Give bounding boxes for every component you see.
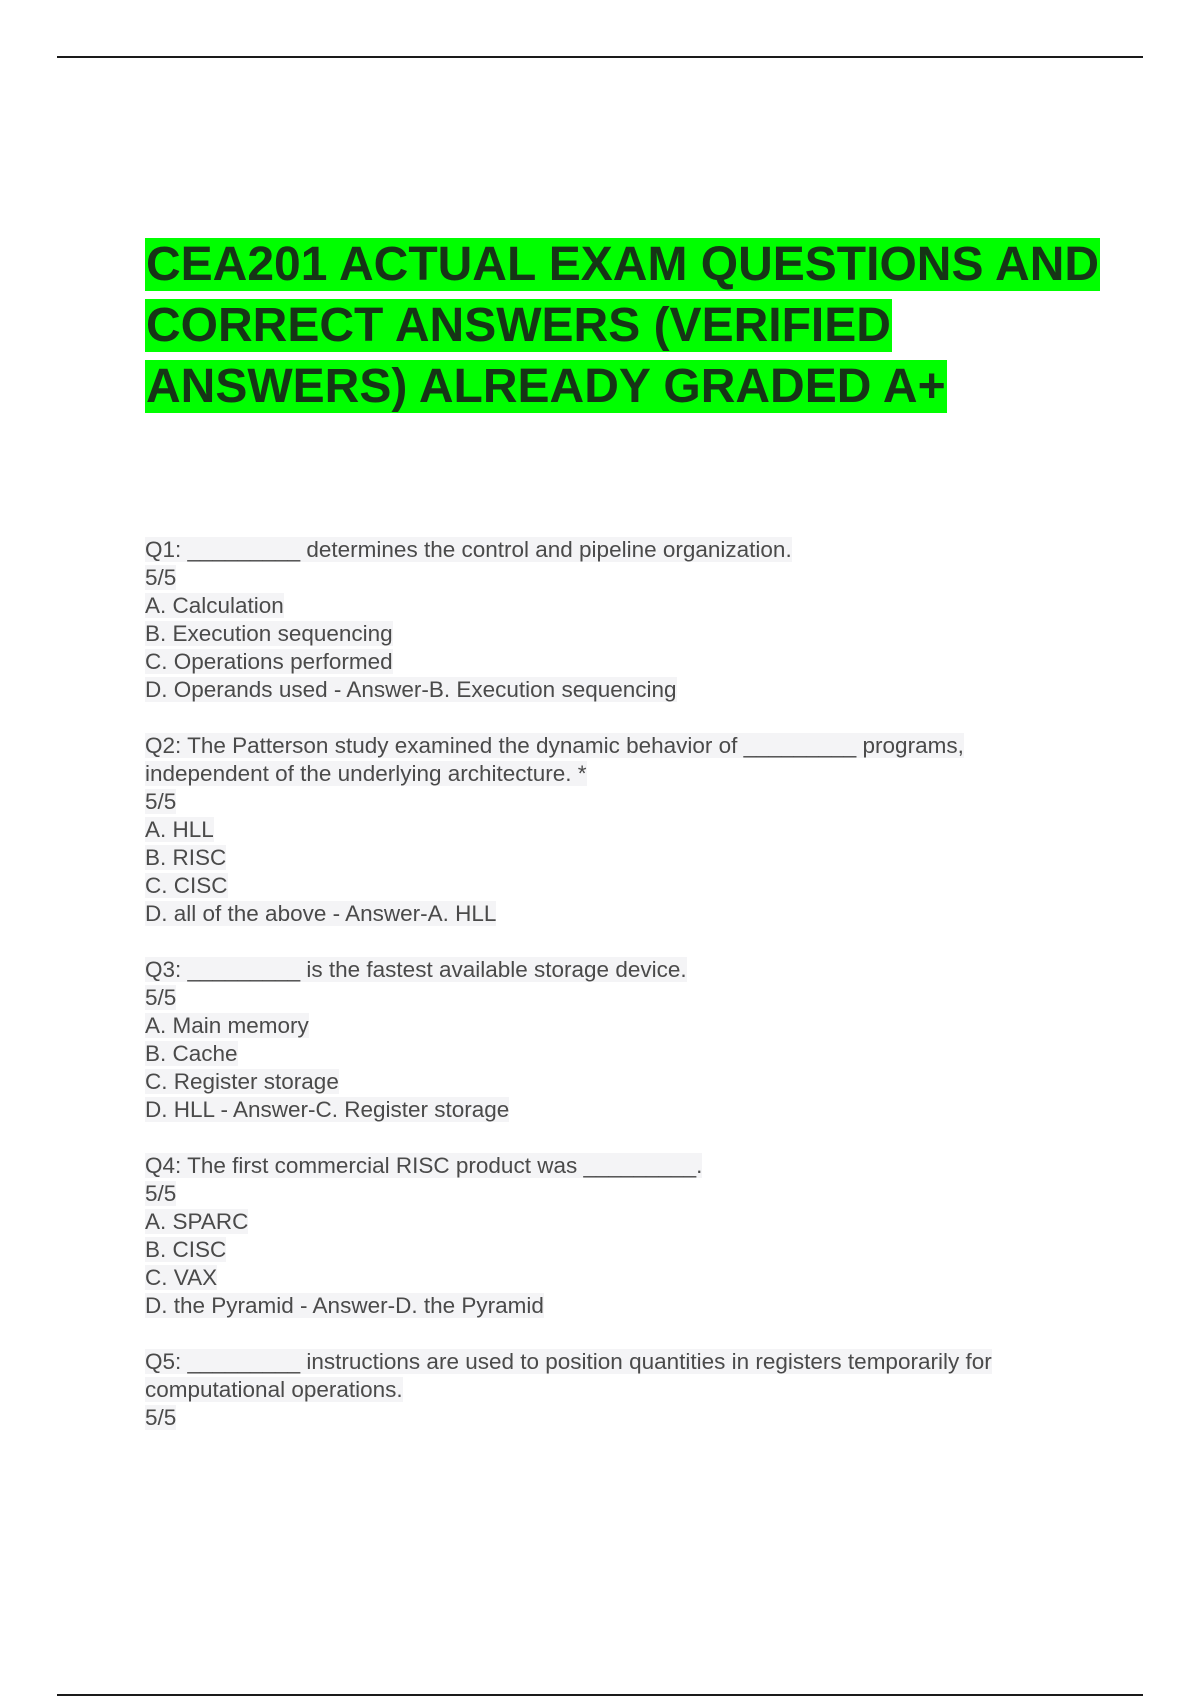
question-score: 5/5: [145, 1181, 177, 1206]
question-score: 5/5: [145, 789, 177, 814]
question-4: [145, 1152, 1145, 1320]
option-d-answer: D. the Pyramid - Answer-D. the Pyramid: [145, 1293, 544, 1318]
question-prompt: Q4: The first commercial RISC product was _________.: [145, 1153, 703, 1178]
document-title: [145, 234, 1145, 417]
option-c: C. CISC: [145, 873, 228, 898]
option-d-answer: D. HLL - Answer-C. Register storage: [145, 1097, 510, 1122]
option-a: A. Main memory: [145, 1013, 309, 1038]
option-b: B. Execution sequencing: [145, 621, 393, 646]
question-5: [145, 1348, 1145, 1432]
question-prompt: Q2: The Patterson study examined the dynamic behavior of _________ programs,: [145, 733, 964, 758]
top-rule: [57, 56, 1143, 58]
option-c: C. VAX: [145, 1265, 218, 1290]
option-a: A. HLL: [145, 817, 214, 842]
question-list: [145, 536, 1145, 1460]
question-prompt: Q3: _________ is the fastest available storage device.: [145, 957, 687, 982]
option-b: B. CISC: [145, 1237, 227, 1262]
question-score: 5/5: [145, 565, 177, 590]
option-d-answer: D. all of the above - Answer-A. HLL: [145, 901, 497, 926]
option-c: C. Operations performed: [145, 649, 393, 674]
question-score: 5/5: [145, 1405, 177, 1430]
question-1: [145, 536, 1145, 704]
question-score: 5/5: [145, 985, 177, 1010]
question-2: [145, 732, 1145, 928]
title-highlight: CEA201 ACTUAL EXAM QUESTIONS AND CORRECT ANSWERS (VERIFIED ANSWERS) ALREADY GRADED A+: [146, 238, 1100, 413]
option-c: C. Register storage: [145, 1069, 339, 1094]
option-a: A. SPARC: [145, 1209, 249, 1234]
option-b: B. RISC: [145, 845, 227, 870]
option-b: B. Cache: [145, 1041, 238, 1066]
option-d-answer: D. Operands used - Answer-B. Execution sequencing: [145, 677, 677, 702]
question-prompt-continued: independent of the underlying architecture. *: [145, 761, 587, 786]
question-prompt: Q5: _________ instructions are used to position quantities in registers temporarily for: [145, 1349, 992, 1374]
question-prompt: Q1: _________ determines the control and pipeline organization.: [145, 537, 792, 562]
question-3: [145, 956, 1145, 1124]
option-a: A. Calculation: [145, 593, 284, 618]
bottom-rule: [57, 1694, 1143, 1696]
question-prompt-continued: computational operations.: [145, 1377, 403, 1402]
